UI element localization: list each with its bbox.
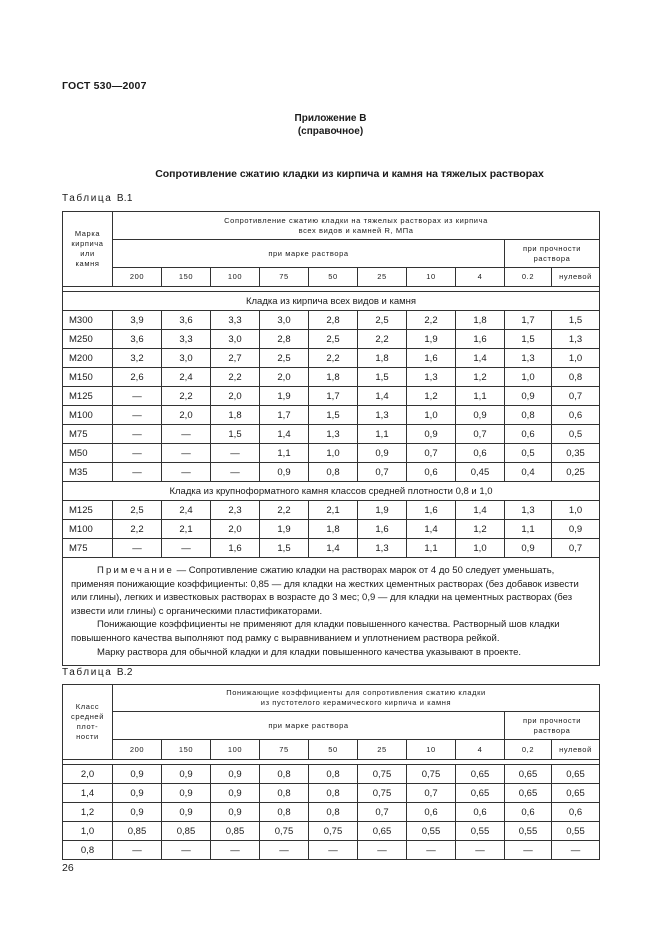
table1-section1-cell: 0,9 (505, 387, 552, 406)
table-b1 (62, 211, 600, 666)
table1-strength-header: при прочности раствора (505, 240, 600, 268)
table1-section2-cell: 2,5 (113, 501, 162, 520)
table1-section2-cell: 1,5 (260, 539, 309, 558)
table2-cell: 0,85 (113, 822, 162, 841)
table1-section2-cell: 0,9 (552, 520, 600, 539)
table1-section1-row (63, 444, 600, 463)
table1-section2-cell: 2,1 (162, 520, 211, 539)
table1-section1-cell: 0,7 (407, 444, 456, 463)
table2-caption (62, 667, 133, 678)
table1-section2-cell: 1,9 (358, 501, 407, 520)
table1-section1-cell: 1,1 (456, 387, 505, 406)
table1-section1-cell: 1,9 (260, 387, 309, 406)
table1-section1-cell: 0,9 (358, 444, 407, 463)
table2-top-header: Понижающие коэффициенты для сопротивления сжатию кладки из пустотелого керамического кирпича и камня (113, 685, 600, 712)
table2-cell: — (260, 841, 309, 860)
appendix-title: Приложение В (294, 113, 367, 124)
note-paragraph-1 (71, 564, 591, 618)
table2-column-header: 150 (162, 740, 211, 760)
table1-section1-cell: — (211, 444, 260, 463)
table1-section1-cell: 1,7 (260, 406, 309, 425)
table2-column-header: 10 (407, 740, 456, 760)
note-paragraph-1-text: — Сопротивление сжатию кладки на растворах марок от 4 до 50 следует уменьшать, применяя понижающие коэффициенты: 0,85 — для кладки на жестких цементных растворах (без добавок извести или глины), легких и известковых растворах в возрасте до 3 мес; 0,9 — для кладки на цементных растворах (без извести или глины) с органическими пластификаторами. (71, 565, 579, 617)
table1-section1-cell: 2,0 (260, 368, 309, 387)
table1-column-header: 50 (309, 268, 358, 287)
table2-cell: 0,55 (552, 822, 600, 841)
table2-cell: 0,6 (505, 803, 552, 822)
table1-section1-row-label: М200 (63, 349, 113, 368)
table1-section1-cell: 0,4 (505, 463, 552, 482)
table1-column-header: нулевой (552, 268, 600, 287)
table2-cell: 0,6 (456, 803, 505, 822)
table2-cell: 0,75 (358, 765, 407, 784)
table1-section2-title: Кладка из крупноформатного камня классов средней плотности 0,8 и 1,0 (63, 482, 600, 501)
table1-section2-cell: 1,1 (505, 520, 552, 539)
table2-mortar-grade-header: при марке раствора (113, 712, 505, 740)
table1-section1-cell: 2,2 (407, 311, 456, 330)
table1-section1-cell: 1,4 (358, 387, 407, 406)
table2-row (63, 784, 600, 803)
table2-row (63, 822, 600, 841)
table1-column-header: 10 (407, 268, 456, 287)
table2-row (63, 803, 600, 822)
table1-section2-cell: 1,0 (552, 501, 600, 520)
table1-section1-cell: 2,2 (162, 387, 211, 406)
table1-section1-cell: 0,7 (358, 463, 407, 482)
table1-caption-word: Таблица (62, 193, 113, 204)
table2-cell: 0,75 (407, 765, 456, 784)
table1-section1-cell: 1,9 (407, 330, 456, 349)
table1-section1-cell: 1,3 (309, 425, 358, 444)
table2-row-label: 1,2 (63, 803, 113, 822)
table2-cell: — (358, 841, 407, 860)
table2-cell: 0,65 (552, 765, 600, 784)
table1-section1-cell: 1,5 (505, 330, 552, 349)
table1-section1-cell: 2,8 (309, 311, 358, 330)
table1-column-header: 150 (162, 268, 211, 287)
table1-section1-cell: 3,0 (260, 311, 309, 330)
table1-section1-cell: 1,5 (211, 425, 260, 444)
table1-section2-cell: 1,4 (407, 520, 456, 539)
table1-column-header: 200 (113, 268, 162, 287)
table1-section1-cell: 1,0 (552, 349, 600, 368)
table1-section1-row-label: М50 (63, 444, 113, 463)
table1-section1-cell: 1,5 (552, 311, 600, 330)
table1-section2-cell: 1,6 (358, 520, 407, 539)
table2-col0-header: Класс средней плот- ности (63, 685, 113, 760)
table1-col0-header: Марка кирпича или камня (63, 212, 113, 287)
table1-section2-cell: 1,2 (456, 520, 505, 539)
table1-section1-row-label: М150 (63, 368, 113, 387)
table1-section1-cell: 1,4 (260, 425, 309, 444)
table2-strength-header: при прочности раствора (505, 712, 600, 740)
table2-cell: 0,9 (113, 784, 162, 803)
table1-section1-cell: 1,3 (358, 406, 407, 425)
appendix-subtitle: (справочное) (297, 126, 364, 137)
table2-row-label: 1,4 (63, 784, 113, 803)
table1-column-header: 4 (456, 268, 505, 287)
table1-section2-cell: 1,6 (211, 539, 260, 558)
table2-cell: 0,75 (309, 822, 358, 841)
table1-section1-cell: — (113, 387, 162, 406)
table1-section1-cell: 2,0 (162, 406, 211, 425)
table1-section1-cell: 0,6 (456, 444, 505, 463)
table1-section2-cell: 0,9 (505, 539, 552, 558)
table1-section1-cell: 0,9 (260, 463, 309, 482)
table2-cell: 0,85 (211, 822, 260, 841)
table1-section1-cell: 2,5 (358, 311, 407, 330)
table1-section1-row (63, 368, 600, 387)
table2-cell: 0,75 (358, 784, 407, 803)
table1-section1-cell: 1,1 (358, 425, 407, 444)
table2-cell: 0,7 (407, 784, 456, 803)
table1-section1-title: Кладка из кирпича всех видов и камня (63, 292, 600, 311)
table1-section2-row (63, 520, 600, 539)
table1-section2-cell: 1,3 (358, 539, 407, 558)
table2-cell: 0,8 (309, 803, 358, 822)
table2-column-header: 25 (358, 740, 407, 760)
table2-cell: — (113, 841, 162, 860)
table1-section1-cell: — (162, 463, 211, 482)
table2-cell: 0,65 (456, 765, 505, 784)
table2-cell: 0,9 (211, 784, 260, 803)
table1-section1-cell: 1,8 (456, 311, 505, 330)
table1-section1-cell: 1,0 (407, 406, 456, 425)
table1-section1-cell: 0,6 (407, 463, 456, 482)
table1-section1-row-label: М100 (63, 406, 113, 425)
table1-section1-cell: 1,8 (211, 406, 260, 425)
table1-column-header: 75 (260, 268, 309, 287)
table1-section2-cell: 2,0 (211, 520, 260, 539)
table2-cell: 0,6 (552, 803, 600, 822)
table2-cell: 0,8 (260, 803, 309, 822)
table1-section1-cell: 1,3 (552, 330, 600, 349)
table1-section1-cell: 3,3 (211, 311, 260, 330)
table1-section1-cell: 3,6 (162, 311, 211, 330)
table1-column-header: 25 (358, 268, 407, 287)
table1-section1-cell: 3,0 (211, 330, 260, 349)
page-number: 26 (62, 862, 74, 874)
table1-section1-row-label: М35 (63, 463, 113, 482)
table2-cell: 0,65 (552, 784, 600, 803)
table1-section2-cell: 2,4 (162, 501, 211, 520)
table1-section1-cell: 2,6 (113, 368, 162, 387)
table2-column-header: нулевой (552, 740, 600, 760)
table1-section1-cell: 0,9 (456, 406, 505, 425)
table2-caption-word: Таблица (62, 667, 113, 678)
table1-section1-cell: 1,2 (407, 387, 456, 406)
table1-section2-cell: 2,2 (260, 501, 309, 520)
table1-section1-row (63, 406, 600, 425)
table2-cell: — (407, 841, 456, 860)
table1-section1-cell: 0,6 (552, 406, 600, 425)
table2-cell: — (456, 841, 505, 860)
note-lead: Примечание (97, 565, 174, 576)
table2-cell: 0,55 (407, 822, 456, 841)
table1-section1-cell: 1,7 (505, 311, 552, 330)
table1-section1-cell: 1,5 (309, 406, 358, 425)
table2-column-header: 4 (456, 740, 505, 760)
table2-cell: 0,9 (211, 765, 260, 784)
table2-row-label: 2,0 (63, 765, 113, 784)
table1-section1-cell: 1,8 (309, 368, 358, 387)
table1-section2-row-label: М125 (63, 501, 113, 520)
table2-cell: 0,75 (260, 822, 309, 841)
table1-section2-cell: 1,0 (456, 539, 505, 558)
table1-section1-cell: 1,1 (260, 444, 309, 463)
note-paragraph-3: Марку раствора для обычной кладки и для кладки повышенного качества указывают в проекте. (97, 646, 521, 658)
table1-section1-row (63, 311, 600, 330)
table1-section1-cell: 2,7 (211, 349, 260, 368)
table2-row (63, 765, 600, 784)
table1-section1-cell: 0,5 (552, 425, 600, 444)
table1-section1-cell: 1,8 (358, 349, 407, 368)
table1-note-row (63, 558, 600, 666)
table2-cell: 0,65 (505, 784, 552, 803)
table2-cell: 0,8 (260, 784, 309, 803)
table1-section1-cell: 2,0 (211, 387, 260, 406)
table1-section2-row-label: М100 (63, 520, 113, 539)
table2-cell: 0,85 (162, 822, 211, 841)
table2-cell: 0,9 (162, 803, 211, 822)
table1-section2-cell: 1,1 (407, 539, 456, 558)
table1-section2-cell: 1,9 (260, 520, 309, 539)
table1-caption (62, 193, 133, 204)
table1-section1-cell: 1,4 (456, 349, 505, 368)
table1-section1-cell: 2,4 (162, 368, 211, 387)
table1-section1-cell: 0,25 (552, 463, 600, 482)
table1-section1-row (63, 387, 600, 406)
table1-section1-cell: 0,7 (456, 425, 505, 444)
table1-section1-row-label: М300 (63, 311, 113, 330)
table2-cell: 0,6 (407, 803, 456, 822)
table1-section1-cell: 2,8 (260, 330, 309, 349)
table1-section2-cell: 1,4 (456, 501, 505, 520)
table1-column-header: 0.2 (505, 268, 552, 287)
table1-section1-cell: 0,5 (505, 444, 552, 463)
table2-cell: 0,8 (260, 765, 309, 784)
table1-section1-cell: 1,0 (505, 368, 552, 387)
table2-column-header: 0,2 (505, 740, 552, 760)
table1-section1-cell: 2,2 (358, 330, 407, 349)
table1-section1-cell: 0,8 (552, 368, 600, 387)
table2-cell: 0,9 (113, 803, 162, 822)
table1-section1-cell: 1,6 (456, 330, 505, 349)
table2-cell: 0,65 (456, 784, 505, 803)
table2-column-header: 100 (211, 740, 260, 760)
table1-section1-cell: 0,45 (456, 463, 505, 482)
table2-cell: — (309, 841, 358, 860)
table2-cell: 0,9 (162, 784, 211, 803)
table1-section1-cell: 0,35 (552, 444, 600, 463)
table2-cell: 0,7 (358, 803, 407, 822)
appendix-heading (0, 112, 661, 138)
table1-section2-cell: 2,1 (309, 501, 358, 520)
table1-section1-cell: — (162, 444, 211, 463)
table2-cell: 0,55 (505, 822, 552, 841)
table1-section2-cell: 0,7 (552, 539, 600, 558)
table1-section1-cell: — (113, 444, 162, 463)
main-title: Сопротивление сжатию кладки из кирпича и камня на тяжелых растворах (155, 168, 544, 180)
table1-section2-cell: 1,4 (309, 539, 358, 558)
table1-section1-cell: 1,2 (456, 368, 505, 387)
table1-section1-cell: 3,3 (162, 330, 211, 349)
table1-section1-cell: 2,5 (309, 330, 358, 349)
table1-section1-cell: — (113, 406, 162, 425)
table1-mortar-grade-header: при марке раствора (113, 240, 505, 268)
table1-column-header: 100 (211, 268, 260, 287)
table2-cell: — (505, 841, 552, 860)
table1-section1-cell: 1,0 (309, 444, 358, 463)
table1-section1-cell: 3,9 (113, 311, 162, 330)
table1-section1-cell: — (113, 463, 162, 482)
table2-cell: — (211, 841, 260, 860)
table1-section1-cell: 1,7 (309, 387, 358, 406)
table2-caption-number: В.2 (116, 667, 133, 678)
table1-section1-row-label: М125 (63, 387, 113, 406)
table1-section1-row (63, 425, 600, 444)
table1-section2-cell: — (162, 539, 211, 558)
table1-section1-cell: 3,6 (113, 330, 162, 349)
table1-section1-row-label: М75 (63, 425, 113, 444)
table1-section1-cell: 0,8 (505, 406, 552, 425)
table2-cell: — (552, 841, 600, 860)
table1-section2-cell: 2,3 (211, 501, 260, 520)
table1-section2-row-label: М75 (63, 539, 113, 558)
table1-section2-cell: 1,3 (505, 501, 552, 520)
table1-section1-cell: 0,6 (505, 425, 552, 444)
table1-section1-row (63, 463, 600, 482)
table2-row (63, 841, 600, 860)
table1-section1-cell: 3,2 (113, 349, 162, 368)
table1-section1-cell: 2,2 (211, 368, 260, 387)
table1-section1-cell: 1,6 (407, 349, 456, 368)
table1-section1-row (63, 330, 600, 349)
table2-column-header: 50 (309, 740, 358, 760)
table1-section2-row (63, 539, 600, 558)
table2-cell: — (162, 841, 211, 860)
table2-cell: 0,9 (162, 765, 211, 784)
table2-cell: 0,9 (211, 803, 260, 822)
table2-cell: 0,9 (113, 765, 162, 784)
table1-section1-row-label: М250 (63, 330, 113, 349)
table1-section1-cell: 3,0 (162, 349, 211, 368)
table1-section2-title-row (63, 482, 600, 501)
document-header: ГОСТ 530—2007 (62, 80, 147, 92)
table1-section2-cell: 1,6 (407, 501, 456, 520)
table1-section1-cell: 2,5 (260, 349, 309, 368)
table1-section1-cell: 0,9 (407, 425, 456, 444)
table2-column-header: 200 (113, 740, 162, 760)
table2-cell: 0,8 (309, 765, 358, 784)
table1-section1-cell: — (162, 425, 211, 444)
table2-cell: 0,55 (456, 822, 505, 841)
table1-section1-cell: 0,7 (552, 387, 600, 406)
table2-cell: 0,8 (309, 784, 358, 803)
table1-section1-row (63, 349, 600, 368)
table1-section1-cell: 0,8 (309, 463, 358, 482)
table2-row-label: 1,0 (63, 822, 113, 841)
table1-note (63, 558, 600, 666)
table2-row-label: 0,8 (63, 841, 113, 860)
table-b2 (62, 684, 600, 860)
table1-section2-cell: — (113, 539, 162, 558)
table1-section1-cell: — (113, 425, 162, 444)
table1-section1-cell: — (211, 463, 260, 482)
note-paragraph-2: Понижающие коэффициенты не применяют для кладки повышенного качества. Растворный шов кладки повышенного качества выполняют под рамку с выравниванием и уплотнением раствора рейкой. (71, 619, 560, 644)
table2-column-header: 75 (260, 740, 309, 760)
table1-section1-cell: 1,5 (358, 368, 407, 387)
table1-section2-cell: 1,8 (309, 520, 358, 539)
table1-section1-cell: 1,3 (505, 349, 552, 368)
table2-cell: 0,65 (505, 765, 552, 784)
table2-cell: 0,65 (358, 822, 407, 841)
table1-section1-cell: 1,3 (407, 368, 456, 387)
table1-section2-cell: 2,2 (113, 520, 162, 539)
table1-section2-row (63, 501, 600, 520)
table1-section1-cell: 2,2 (309, 349, 358, 368)
table1-caption-number: В.1 (116, 193, 133, 204)
table1-top-header: Сопротивление сжатию кладки на тяжелых растворах из кирпича всех видов и камней R, МПа (113, 212, 600, 240)
